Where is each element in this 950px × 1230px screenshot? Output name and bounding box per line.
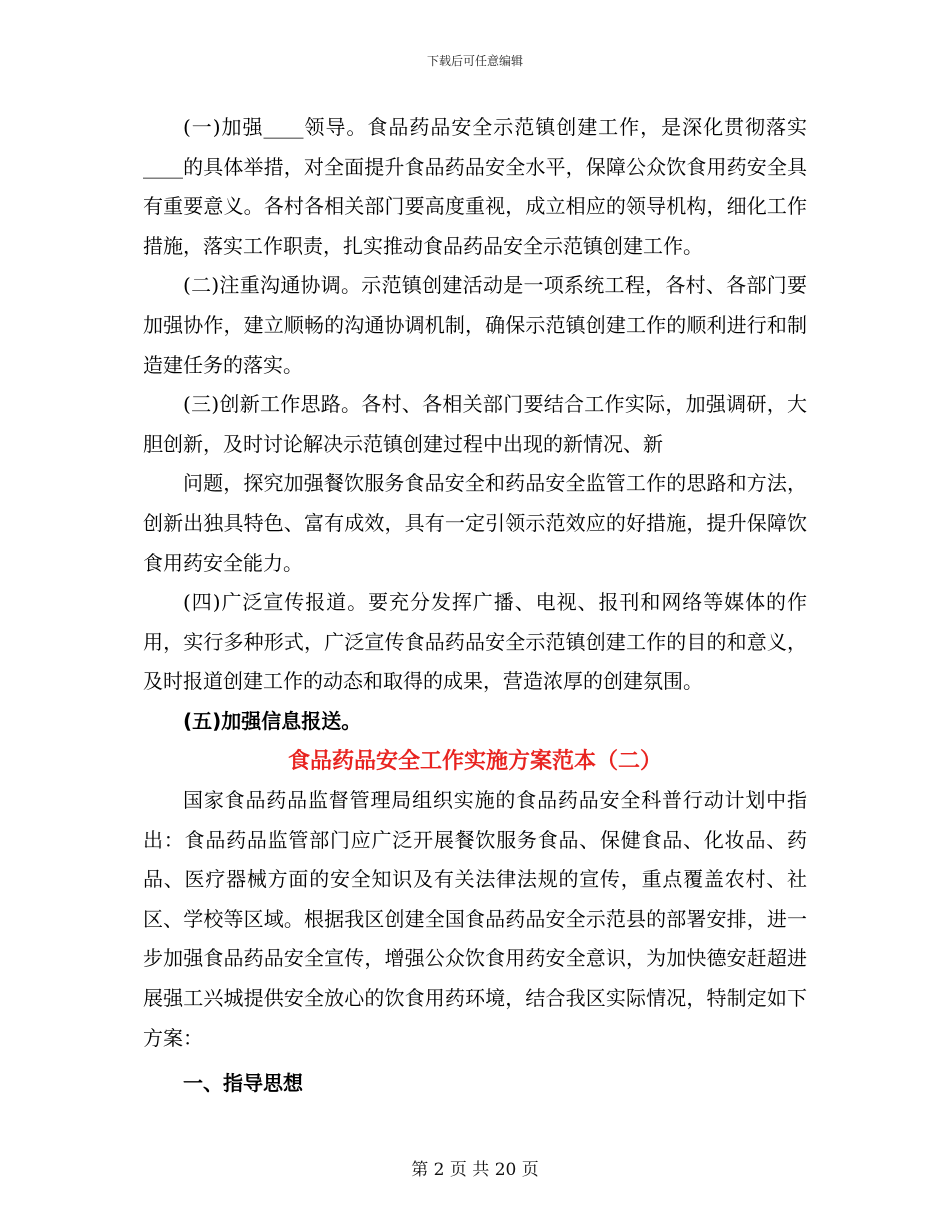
- page-header: 下载后可任意编辑: [426, 54, 523, 68]
- section-title: 食品药品安全工作实施方案范本（二）: [287, 748, 662, 774]
- document-body: [143, 108, 807, 1104]
- paragraph-innovation-part1: (三)创新工作思路。各村、各相关部门要结合工作实际，加强调研，大胆创新，及时讨论解决示范镇创建过程中出现的新情况、新: [143, 392, 807, 456]
- paragraph-coordination: (二)注重沟通协调。示范镇创建活动是一项系统工程，各村、各部门要加强协作，建立顺畅的沟通协调机制，确保示范镇创建工作的顺利进行和制造建任务的落实。: [143, 273, 807, 377]
- paragraph-leadership: (一)加强____领导。食品药品安全示范镇创建工作，是深化贯彻落实____的具体举措，对全面提升食品药品安全水平，保障公众饮食用药安全具有重要意义。各村各相关部门要高度重视，成立相应的领导机构，细化工作措施，落实工作职责，扎实推动食品药品安全示范镇创建工作。: [143, 115, 807, 258]
- paragraph-intro: 国家食品药品监督管理局组织实施的食品药品安全科普行动计划中指出：食品药品监管部门应广泛开展餐饮服务食品、保健食品、化妆品、药品、医疗器械方面的安全知识及有关法律法规的宣传，重点覆盖农村、社区、学校等区域。根据我区创建全国食品药品安全示范县的部署安排，进一步加强食品药品安全宣传，增强公众饮食用药安全意识，为加快德安赶超进展强工兴城提供安全放心的饮食用药环境，结合我区实际情况，特制定如下方案：: [143, 788, 807, 1050]
- heading-guiding-ideology: 一、指导思想: [183, 1071, 303, 1096]
- paragraph-publicity: (四)广泛宣传报道。要充分发挥广播、电视、报刊和网络等媒体的作用，实行多种形式，广泛宣传食品药品安全示范镇创建工作的目的和意义，及时报道创建工作的动态和取得的成果，营造浓厚的创建氛围。: [143, 590, 807, 694]
- paragraph-info-reporting: (五)加强信息报送。: [183, 708, 362, 733]
- page-footer: 第 2 页 共 20 页: [411, 1160, 539, 1180]
- paragraph-innovation-part2: 问题，探究加强餐饮服务食品安全和药品安全监管工作的思路和方法，创新出独具特色、富有成效，具有一定引领示范效应的好措施，提升保障饮食用药安全能力。: [143, 471, 807, 575]
